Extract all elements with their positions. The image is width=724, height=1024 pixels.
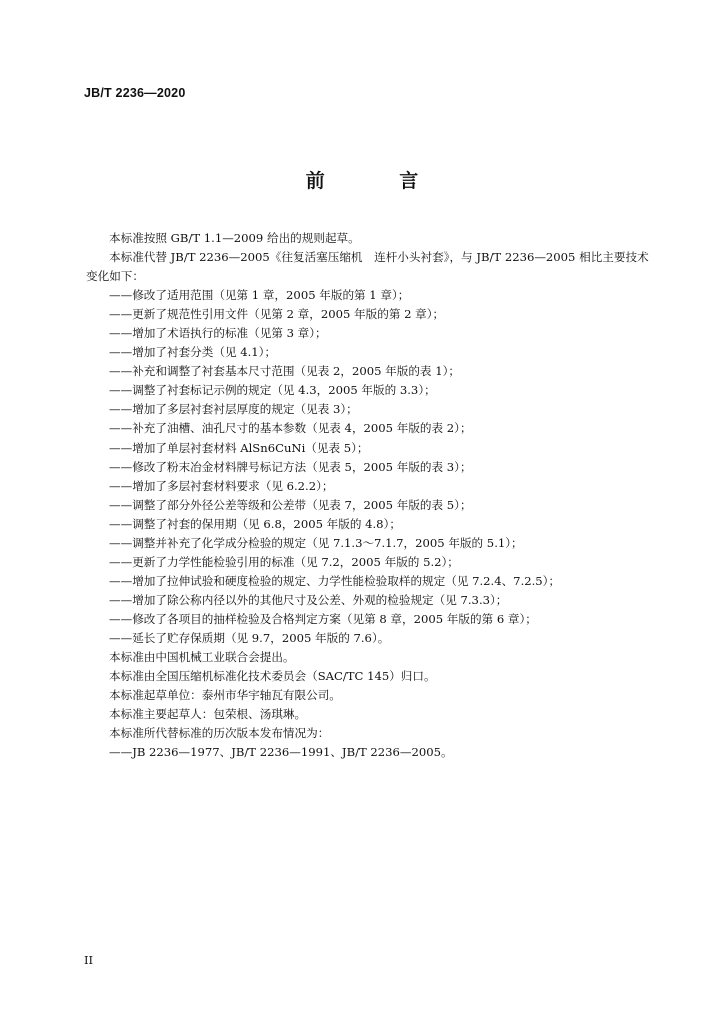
paragraph-proposer: 本标准由中国机械工业联合会提出。: [109, 650, 295, 665]
foreword-body: [86, 229, 660, 762]
paragraph-drafting-unit: 本标准起草单位：泰州市华宇轴瓦有限公司。: [109, 688, 341, 703]
change-item: ——增加了多层衬套材料要求（见 6.2.2）；: [109, 478, 334, 493]
change-item: ——修改了适用范围（见第 1 章，2005 年版的第 1 章）；: [109, 288, 410, 303]
change-item: ——增加了单层衬套材料 AlSn6CuNi（见表 5）；: [109, 440, 369, 455]
paragraph-replaces: 本标准代替 JB/T 2236—2005《往复活塞压缩机 连杆小头衬套》，与 JB/T 2236—2005 相比主要技术变化如下：: [86, 250, 649, 284]
change-item: ——调整了部分外径公差等级和公差带（见表 7，2005 年版的表 5）；: [109, 497, 472, 512]
page-number: II: [84, 953, 94, 967]
change-item: ——补充了油槽、油孔尺寸的基本参数（见表 4，2005 年版的表 2）；: [109, 421, 472, 436]
change-item: ——延长了贮存保质期（见 9.7，2005 年版的 7.6）。: [109, 630, 390, 645]
paragraph-drafters: 本标准主要起草人：包荣根、汤琪琳。: [109, 707, 307, 722]
history-list: [86, 743, 660, 762]
paragraph-history-intro: 本标准所代替标准的历次版本发布情况为：: [109, 726, 330, 741]
standard-code: JB/T 2236—2020: [84, 86, 186, 100]
change-item: ——增加了术语执行的标准（见第 3 章）；: [109, 326, 327, 341]
change-item: ——修改了各项目的抽样检验及合格判定方案（见第 8 章，2005 年版的第 6 章）；: [109, 611, 537, 626]
paragraph-committee: 本标准由全国压缩机标准化技术委员会（SAC/TC 145）归口。: [109, 669, 436, 684]
change-item: ——修改了粉末冶金材料牌号标记方法（见表 5，2005 年版的表 3）；: [109, 459, 472, 474]
change-item: ——补充和调整了衬套基本尺寸范围（见表 2，2005 年版的表 1）；: [109, 364, 460, 379]
change-item: ——增加了除公称内径以外的其他尺寸及公差、外观的检验规定（见 7.3.3）；: [109, 592, 508, 607]
history-item: ——JB 2236—1977、JB/T 2236—1991、JB/T 2236—2005。: [109, 745, 453, 760]
change-item: ——调整了衬套的保用期（见 6.8，2005 年版的 4.8）；: [109, 516, 401, 531]
change-item: ——增加了衬套分类（见 4.1）；: [109, 345, 277, 360]
paragraph-drafting-rule: 本标准按照 GB/T 1.1—2009 给出的规则起草。: [109, 231, 360, 245]
change-item: ——更新了力学性能检验引用的标准（见 7.2，2005 年版的 5.2）；: [109, 554, 459, 569]
changes-list: [86, 286, 660, 648]
change-item: ——调整并补充了化学成分检验的规定（见 7.1.3～7.1.7，2005 年版的 5.1）；: [109, 535, 523, 550]
page-title: 前 言: [305, 170, 453, 192]
change-item: ——更新了规范性引用文件（见第 2 章，2005 年版的第 2 章）；: [109, 307, 445, 322]
change-item: ——调整了衬套标记示例的规定（见 4.3，2005 年版的 3.3）；: [109, 383, 436, 398]
change-item: ——增加了多层衬套衬层厚度的规定（见表 3）；: [109, 402, 358, 417]
change-item: ——增加了拉伸试验和硬度检验的规定、力学性能检验取样的规定（见 7.2.4、7.2.5）；: [109, 573, 561, 588]
